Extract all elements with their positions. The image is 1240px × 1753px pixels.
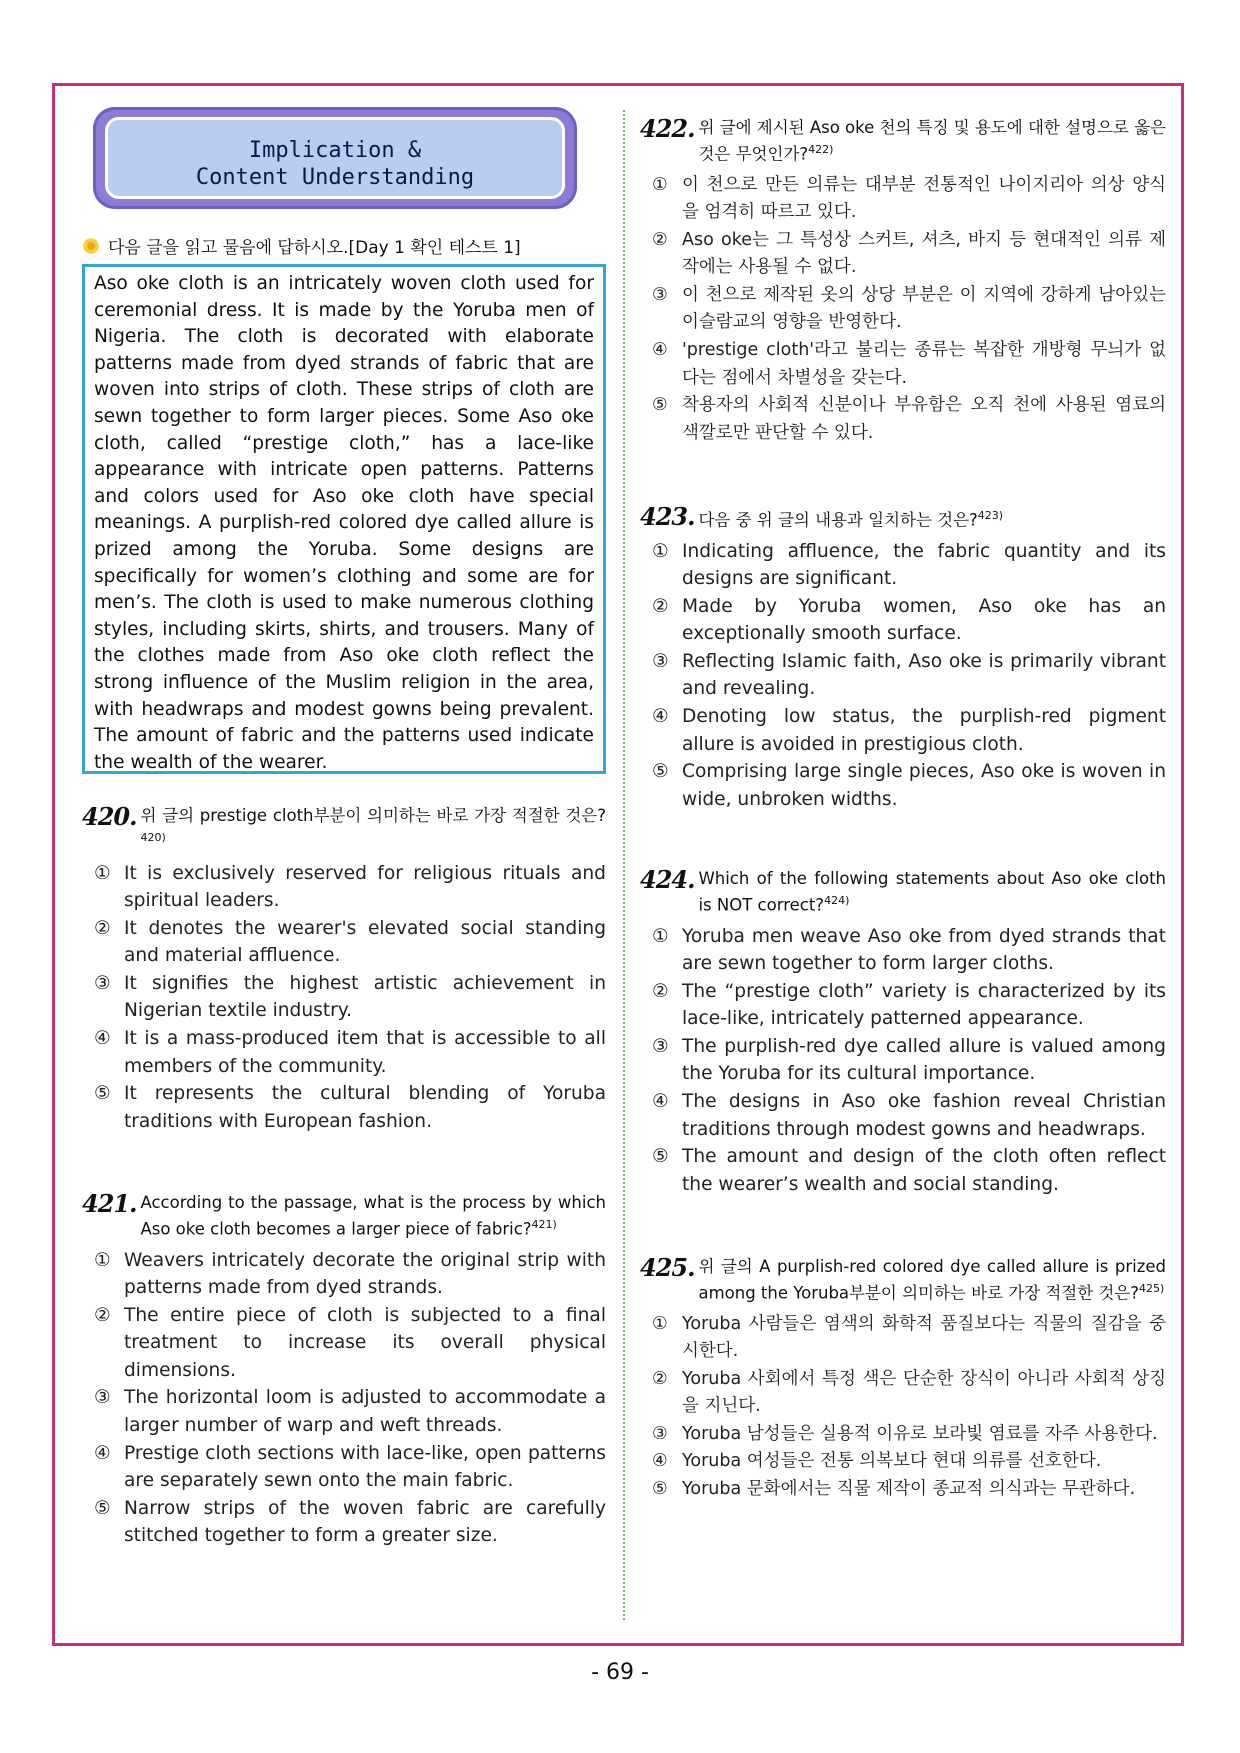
option-3[interactable] — [640, 282, 1166, 337]
option-4[interactable] — [640, 703, 1166, 758]
option-mark: ⑤ — [94, 1083, 111, 1105]
option-text: 이 천으로 제작된 옷의 상당 부분은 이 지역에 강하게 남아있는 이슬람교의 영향을 반영한다. — [682, 284, 1166, 333]
option-text: The amount and design of the cloth often reflect the wearer’s wealth and social standing. — [682, 1146, 1166, 1195]
question-number: 425. — [640, 1253, 695, 1282]
option-text: It is a mass-produced item that is accessible to all members of the community. — [124, 1028, 606, 1077]
question-prompt — [698, 117, 1166, 166]
option-list — [640, 923, 1166, 1199]
option-mark: ⑤ — [652, 395, 668, 416]
option-mark: ② — [652, 229, 668, 250]
option-mark: ④ — [94, 1028, 111, 1050]
option-mark: ⑤ — [652, 1146, 669, 1168]
question-420 — [82, 802, 606, 1135]
option-4[interactable] — [640, 337, 1166, 392]
option-list — [82, 1247, 606, 1551]
flower-icon — [82, 237, 100, 255]
option-1[interactable] — [82, 1247, 606, 1302]
option-3[interactable] — [640, 648, 1166, 703]
question-number: 422. — [640, 114, 695, 143]
option-mark: ① — [652, 1313, 668, 1334]
question-number: 421. — [82, 1189, 137, 1218]
option-5[interactable] — [640, 758, 1166, 813]
footnote-ref: 425) — [1139, 1282, 1165, 1295]
instruction — [82, 233, 521, 258]
option-3[interactable] — [82, 1384, 606, 1439]
section-title-line1: Implication & — [248, 138, 422, 163]
section-title-inner — [105, 117, 565, 199]
page-number: - 69 - — [591, 1660, 649, 1685]
option-text: 'prestige cloth'라고 불리는 종류는 복잡한 개방형 무늬가 없다는 점에서 차별성을 갖는다. — [682, 340, 1166, 388]
question-number: 420. — [82, 802, 137, 831]
option-4[interactable] — [82, 1025, 606, 1080]
prompt-text: 위 글에 제시된 Aso oke 천의 특징 및 용도에 대한 설명으로 옳은 것은 무엇인가? — [698, 118, 1166, 164]
option-mark: ③ — [652, 1423, 668, 1444]
option-text: Reflecting Islamic faith, Aso oke is primarily vibrant and revealing. — [682, 650, 1166, 700]
option-mark: ① — [652, 174, 668, 195]
option-text: Indicating affluence, the fabric quantity and its designs are significant. — [682, 540, 1166, 590]
option-4[interactable] — [640, 1088, 1166, 1143]
question-422 — [640, 114, 1166, 447]
option-text: It is exclusively reserved for religious rituals and spiritual leaders. — [124, 862, 606, 912]
option-2[interactable] — [82, 915, 606, 970]
column-divider — [623, 110, 625, 1620]
option-text: It denotes the wearer's elevated social standing and material affluence. — [124, 917, 606, 967]
option-text: Yoruba 여성들은 전통 의복보다 현대 의류를 선호한다. — [682, 1451, 1102, 1472]
option-5[interactable] — [82, 1495, 606, 1550]
option-mark: ③ — [94, 972, 111, 994]
option-text: Comprising large single pieces, Aso oke is woven in wide, unbroken widths. — [682, 761, 1166, 810]
option-mark: ② — [94, 917, 111, 939]
question-prompt — [698, 868, 1166, 917]
footnote-ref: 421) — [531, 1218, 557, 1231]
option-mark: ④ — [94, 1442, 111, 1464]
option-3[interactable] — [640, 1421, 1166, 1449]
option-4[interactable] — [640, 1448, 1166, 1476]
option-text: The “prestige cloth” variety is characterized by its lace-like, intricately patterned appearance. — [682, 980, 1166, 1030]
option-mark: ③ — [652, 650, 669, 672]
option-mark: ⑤ — [94, 1497, 111, 1519]
question-421 — [82, 1189, 606, 1550]
option-text: Yoruba men weave Aso oke from dyed strands that are sewn together to form larger cloths. — [682, 925, 1166, 975]
question-prompt — [140, 1192, 606, 1241]
option-1[interactable] — [82, 860, 606, 915]
option-text: Yoruba 남성들은 실용적 이유로 보라빛 염료를 자주 사용한다. — [682, 1423, 1158, 1444]
footnote-ref: 423) — [977, 509, 1004, 522]
option-1[interactable] — [640, 538, 1166, 593]
option-text: The entire piece of cloth is subjected to a final treatment to increase its overall physical dimensions. — [124, 1304, 606, 1381]
option-1[interactable] — [640, 923, 1166, 978]
option-text: It represents the cultural blending of Yoruba traditions with European fashion. — [124, 1083, 606, 1132]
prompt-text: 위 글의 prestige cloth부분이 의미하는 바로 가장 적절한 것은? — [140, 806, 606, 825]
option-mark: ① — [94, 862, 111, 884]
option-text: Prestige cloth sections with lace-like, open patterns are separately sewn onto the main fabric. — [124, 1442, 606, 1492]
reading-passage: Aso oke cloth is an intricately woven cloth used for ceremonial dress. It is made by the Yoruba men of Nigeria. The cloth is decorated with elaborate patterns made from dyed strands of fabric that are woven into strips of cloth. These strips of cloth are sewn together to form larger pieces. Some Aso oke cloth, called “prestige cloth,” has a lace-like appearance with intricate open patterns. Patterns and colors used for Aso oke cloth have special meanings. A purplish-red colored dye called allure is prized among the Yoruba. Some designs are specifically for women’s clothing and some are for men’s. The cloth is used to make numerous clothing styles, including skirts, shirts, and trousers. Many of the clothes made from Aso oke cloth reflect the strong influence of the Muslim religion in the area, with headwraps and modest gowns being prevalent. The amount of fabric and the patterns used indicate the wealth of the wearer. — [82, 264, 606, 774]
option-list — [640, 172, 1166, 448]
option-list — [640, 1311, 1166, 1504]
footnote-ref: 422) — [808, 143, 834, 156]
option-text: 이 천으로 만든 의류는 대부분 전통적인 나이지리아 의상 양식을 엄격히 따르고 있다. — [682, 174, 1166, 223]
option-list — [82, 860, 606, 1136]
section-title — [108, 137, 562, 191]
question-number: 423. — [640, 502, 695, 531]
question-prompt — [140, 805, 606, 854]
option-mark: ① — [652, 925, 669, 947]
option-1[interactable] — [640, 172, 1166, 227]
option-mark: ⑤ — [652, 761, 669, 783]
option-1[interactable] — [640, 1311, 1166, 1366]
option-text: The horizontal loom is adjusted to accommodate a larger number of warp and weft threads. — [124, 1387, 606, 1437]
section-title-line2: Content Understanding — [195, 165, 475, 190]
option-text: The designs in Aso oke fashion reveal Christian traditions through modest gowns and headwraps. — [682, 1091, 1166, 1140]
option-3[interactable] — [640, 1033, 1166, 1088]
option-mark: ② — [652, 595, 669, 617]
footnote-ref: 420) — [140, 831, 166, 844]
option-mark: ② — [652, 1368, 668, 1389]
question-prompt — [698, 1256, 1166, 1305]
option-text: It signifies the highest artistic achievement in Nigerian textile industry. — [124, 972, 606, 1022]
question-number: 424. — [640, 865, 695, 894]
section-title-badge — [93, 107, 577, 209]
option-2[interactable] — [640, 227, 1166, 282]
option-5[interactable] — [640, 1143, 1166, 1198]
prompt-text: According to the passage, what is the process by which Aso oke cloth becomes a larger piece of fabric? — [140, 1193, 606, 1239]
option-2[interactable] — [640, 978, 1166, 1033]
option-text: Yoruba 문화에서는 직물 제작이 종교적 의식과는 무관하다. — [682, 1479, 1136, 1500]
option-text: Aso oke는 그 특성상 스커트, 셔츠, 바지 등 현대적인 의류 제작에는 사용될 수 없다. — [682, 229, 1166, 278]
footnote-ref: 424) — [824, 894, 850, 907]
option-text: Denoting low status, the purplish-red pigment allure is avoided in prestigious cloth. — [682, 706, 1166, 755]
option-2[interactable] — [640, 1366, 1166, 1421]
option-2[interactable] — [82, 1302, 606, 1385]
question-425 — [640, 1253, 1166, 1504]
question-424 — [640, 865, 1166, 1198]
option-text: The purplish-red dye called allure is valued among the Yoruba for its cultural importance. — [682, 1035, 1166, 1085]
option-mark: ② — [652, 980, 669, 1002]
option-4[interactable] — [82, 1440, 606, 1495]
option-mark: ③ — [94, 1387, 111, 1409]
question-423 — [640, 502, 1166, 813]
option-mark: ④ — [652, 340, 668, 361]
option-5[interactable] — [640, 1476, 1166, 1504]
option-mark: ③ — [652, 1035, 669, 1057]
option-list — [640, 538, 1166, 814]
option-2[interactable] — [640, 593, 1166, 648]
option-text: 착용자의 사회적 신분이나 부유함은 오직 천에 사용된 염료의 색깔로만 판단할 수 있다. — [682, 395, 1166, 443]
instruction-text: 다음 글을 읽고 물음에 답하시오.[Day 1 확인 테스트 1] — [108, 238, 521, 258]
option-mark: ② — [94, 1304, 111, 1326]
option-3[interactable] — [82, 970, 606, 1025]
prompt-text: 다음 중 위 글의 내용과 일치하는 것은? — [698, 510, 978, 530]
option-text: Narrow strips of the woven fabric are carefully stitched together to form a greater size. — [124, 1497, 606, 1547]
option-5[interactable] — [640, 392, 1166, 447]
option-mark: ① — [652, 540, 669, 562]
question-prompt — [698, 505, 1166, 532]
prompt-text: Which of the following statements about Aso oke cloth is NOT correct? — [698, 869, 1166, 915]
option-mark: ④ — [652, 1091, 669, 1113]
option-5[interactable] — [82, 1080, 606, 1135]
option-text: Weavers intricately decorate the original strip with patterns made from dyed strands. — [124, 1249, 606, 1299]
option-text: Made by Yoruba women, Aso oke has an exceptionally smooth surface. — [682, 595, 1166, 645]
option-mark: ③ — [652, 284, 668, 305]
option-mark: ⑤ — [652, 1479, 668, 1500]
option-mark: ① — [94, 1249, 111, 1271]
option-text: Yoruba 사회에서 특정 색은 단순한 장식이 아니라 사회적 상징을 지닌다. — [682, 1368, 1166, 1417]
prompt-text: 위 글의 A purplish-red colored dye called allure is prized among the Yoruba부분이 의미하는 바로 가장 적절한 것은? — [698, 1257, 1166, 1303]
option-mark: ④ — [652, 1451, 668, 1472]
option-mark: ④ — [652, 706, 669, 728]
option-text: Yoruba 사람들은 염색의 화학적 품질보다는 직물의 질감을 중시한다. — [682, 1313, 1166, 1362]
